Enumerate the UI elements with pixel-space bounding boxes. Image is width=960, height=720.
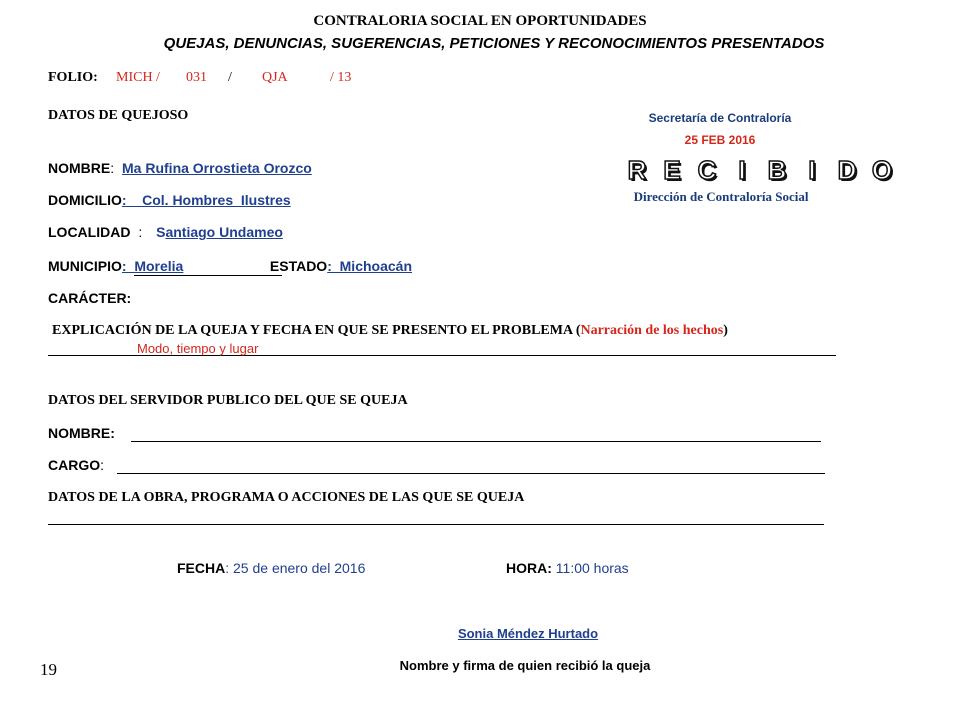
servidor-nombre-line xyxy=(131,441,821,442)
stamp-recibido-word xyxy=(622,155,897,185)
folio-row xyxy=(48,70,98,86)
folio-label: FOLIO: xyxy=(48,70,98,85)
fecha-label: FECHA xyxy=(177,560,226,576)
nombre-colon: : xyxy=(110,160,115,176)
servidor-cargo-line xyxy=(117,473,825,474)
nombre-label: NOMBRE xyxy=(48,160,111,176)
stamp-letter: C xyxy=(697,155,717,185)
hora-label: HORA: xyxy=(506,560,552,576)
folio-number: 031 xyxy=(186,70,207,85)
stamp-department: Dirección de Contraloría Social xyxy=(633,189,809,204)
nombre-row xyxy=(48,160,312,176)
domicilio-label: DOMICILIO xyxy=(48,192,122,208)
localidad-label: LOCALIDAD xyxy=(48,224,131,240)
signature-caption: Nombre y firma de quien recibió la queja xyxy=(399,658,651,673)
stamp-office: Secretaría de Contraloría xyxy=(648,111,792,125)
fecha-value: : 25 de enero del 2016 xyxy=(225,560,366,576)
stamp-letter: B xyxy=(767,155,787,185)
servidor-title: DATOS DEL SERVIDOR PUBLICO DEL QUE SE QUEJA xyxy=(48,393,408,408)
explicacion-title-row xyxy=(52,323,728,339)
hora-row xyxy=(506,560,629,576)
domicilio-row xyxy=(48,192,291,208)
estado-label: ESTADO xyxy=(269,258,328,274)
folio-state: MICH / xyxy=(116,70,160,85)
stamp-letter: D xyxy=(837,155,857,185)
nombre-value: Ma Rufina Orrostieta Orozco xyxy=(122,160,312,176)
estado-value: : Michoacán xyxy=(327,258,412,274)
receiver-name: Sonia Méndez Hurtado xyxy=(457,626,599,641)
servidor-nombre-label: NOMBRE: xyxy=(48,425,115,441)
explicacion-paren-open: ( xyxy=(575,323,581,338)
servidor-cargo-label: CARGO xyxy=(48,457,101,473)
stamp-letter: I xyxy=(808,155,816,185)
explicacion-paren-close: ) xyxy=(723,323,728,338)
stamp-letter: E xyxy=(663,155,681,185)
localidad-value-first: S xyxy=(156,224,166,240)
domicilio-value: : Col. Hombres Ilustres xyxy=(121,192,291,208)
folio-year: / 13 xyxy=(330,70,352,85)
page-number: 19 xyxy=(40,660,57,679)
fecha-row xyxy=(177,560,365,576)
folio-separator: / xyxy=(228,70,232,85)
section-quejoso-title: DATOS DE QUEJOSO xyxy=(48,108,189,123)
explicacion-title: EXPLICACIÓN DE LA QUEJA Y FECHA EN QUE SE PRESENTO EL PROBLEMA xyxy=(52,323,573,338)
localidad-value: antiago Undameo xyxy=(165,224,283,240)
stamp-letter: R xyxy=(627,155,647,185)
explicacion-paren-text: Narración de los hechos xyxy=(580,323,724,338)
explicacion-hint: Modo, tiempo y lugar xyxy=(137,341,259,356)
folio-type: QJA xyxy=(262,70,288,85)
servidor-cargo-row xyxy=(48,457,104,473)
stamp-date: 25 FEB 2016 xyxy=(684,133,756,147)
municipio-label: MUNICIPIO xyxy=(48,258,122,274)
document-subtitle: QUEJAS, DENUNCIAS, SUGERENCIAS, PETICIONES Y RECONOCIMIENTOS PRESENTADOS xyxy=(163,35,825,52)
municipio-row xyxy=(48,258,412,274)
localidad-colon: : xyxy=(138,224,143,240)
municipio-value: : Morelia xyxy=(121,258,184,274)
hora-value: 11:00 horas xyxy=(551,560,629,576)
obra-title: DATOS DE LA OBRA, PROGRAMA O ACCIONES DE LAS QUE SE QUEJA xyxy=(48,490,525,505)
obra-line xyxy=(48,524,824,525)
document-title: CONTRALORIA SOCIAL EN OPORTUNIDADES xyxy=(313,13,647,29)
caracter-label: CARÁCTER: xyxy=(48,290,132,306)
municipio-underline xyxy=(134,275,282,276)
stamp-letter: I xyxy=(738,155,746,185)
localidad-row xyxy=(48,224,283,240)
servidor-cargo-colon: : xyxy=(100,457,105,473)
stamp-letter: O xyxy=(871,155,893,185)
